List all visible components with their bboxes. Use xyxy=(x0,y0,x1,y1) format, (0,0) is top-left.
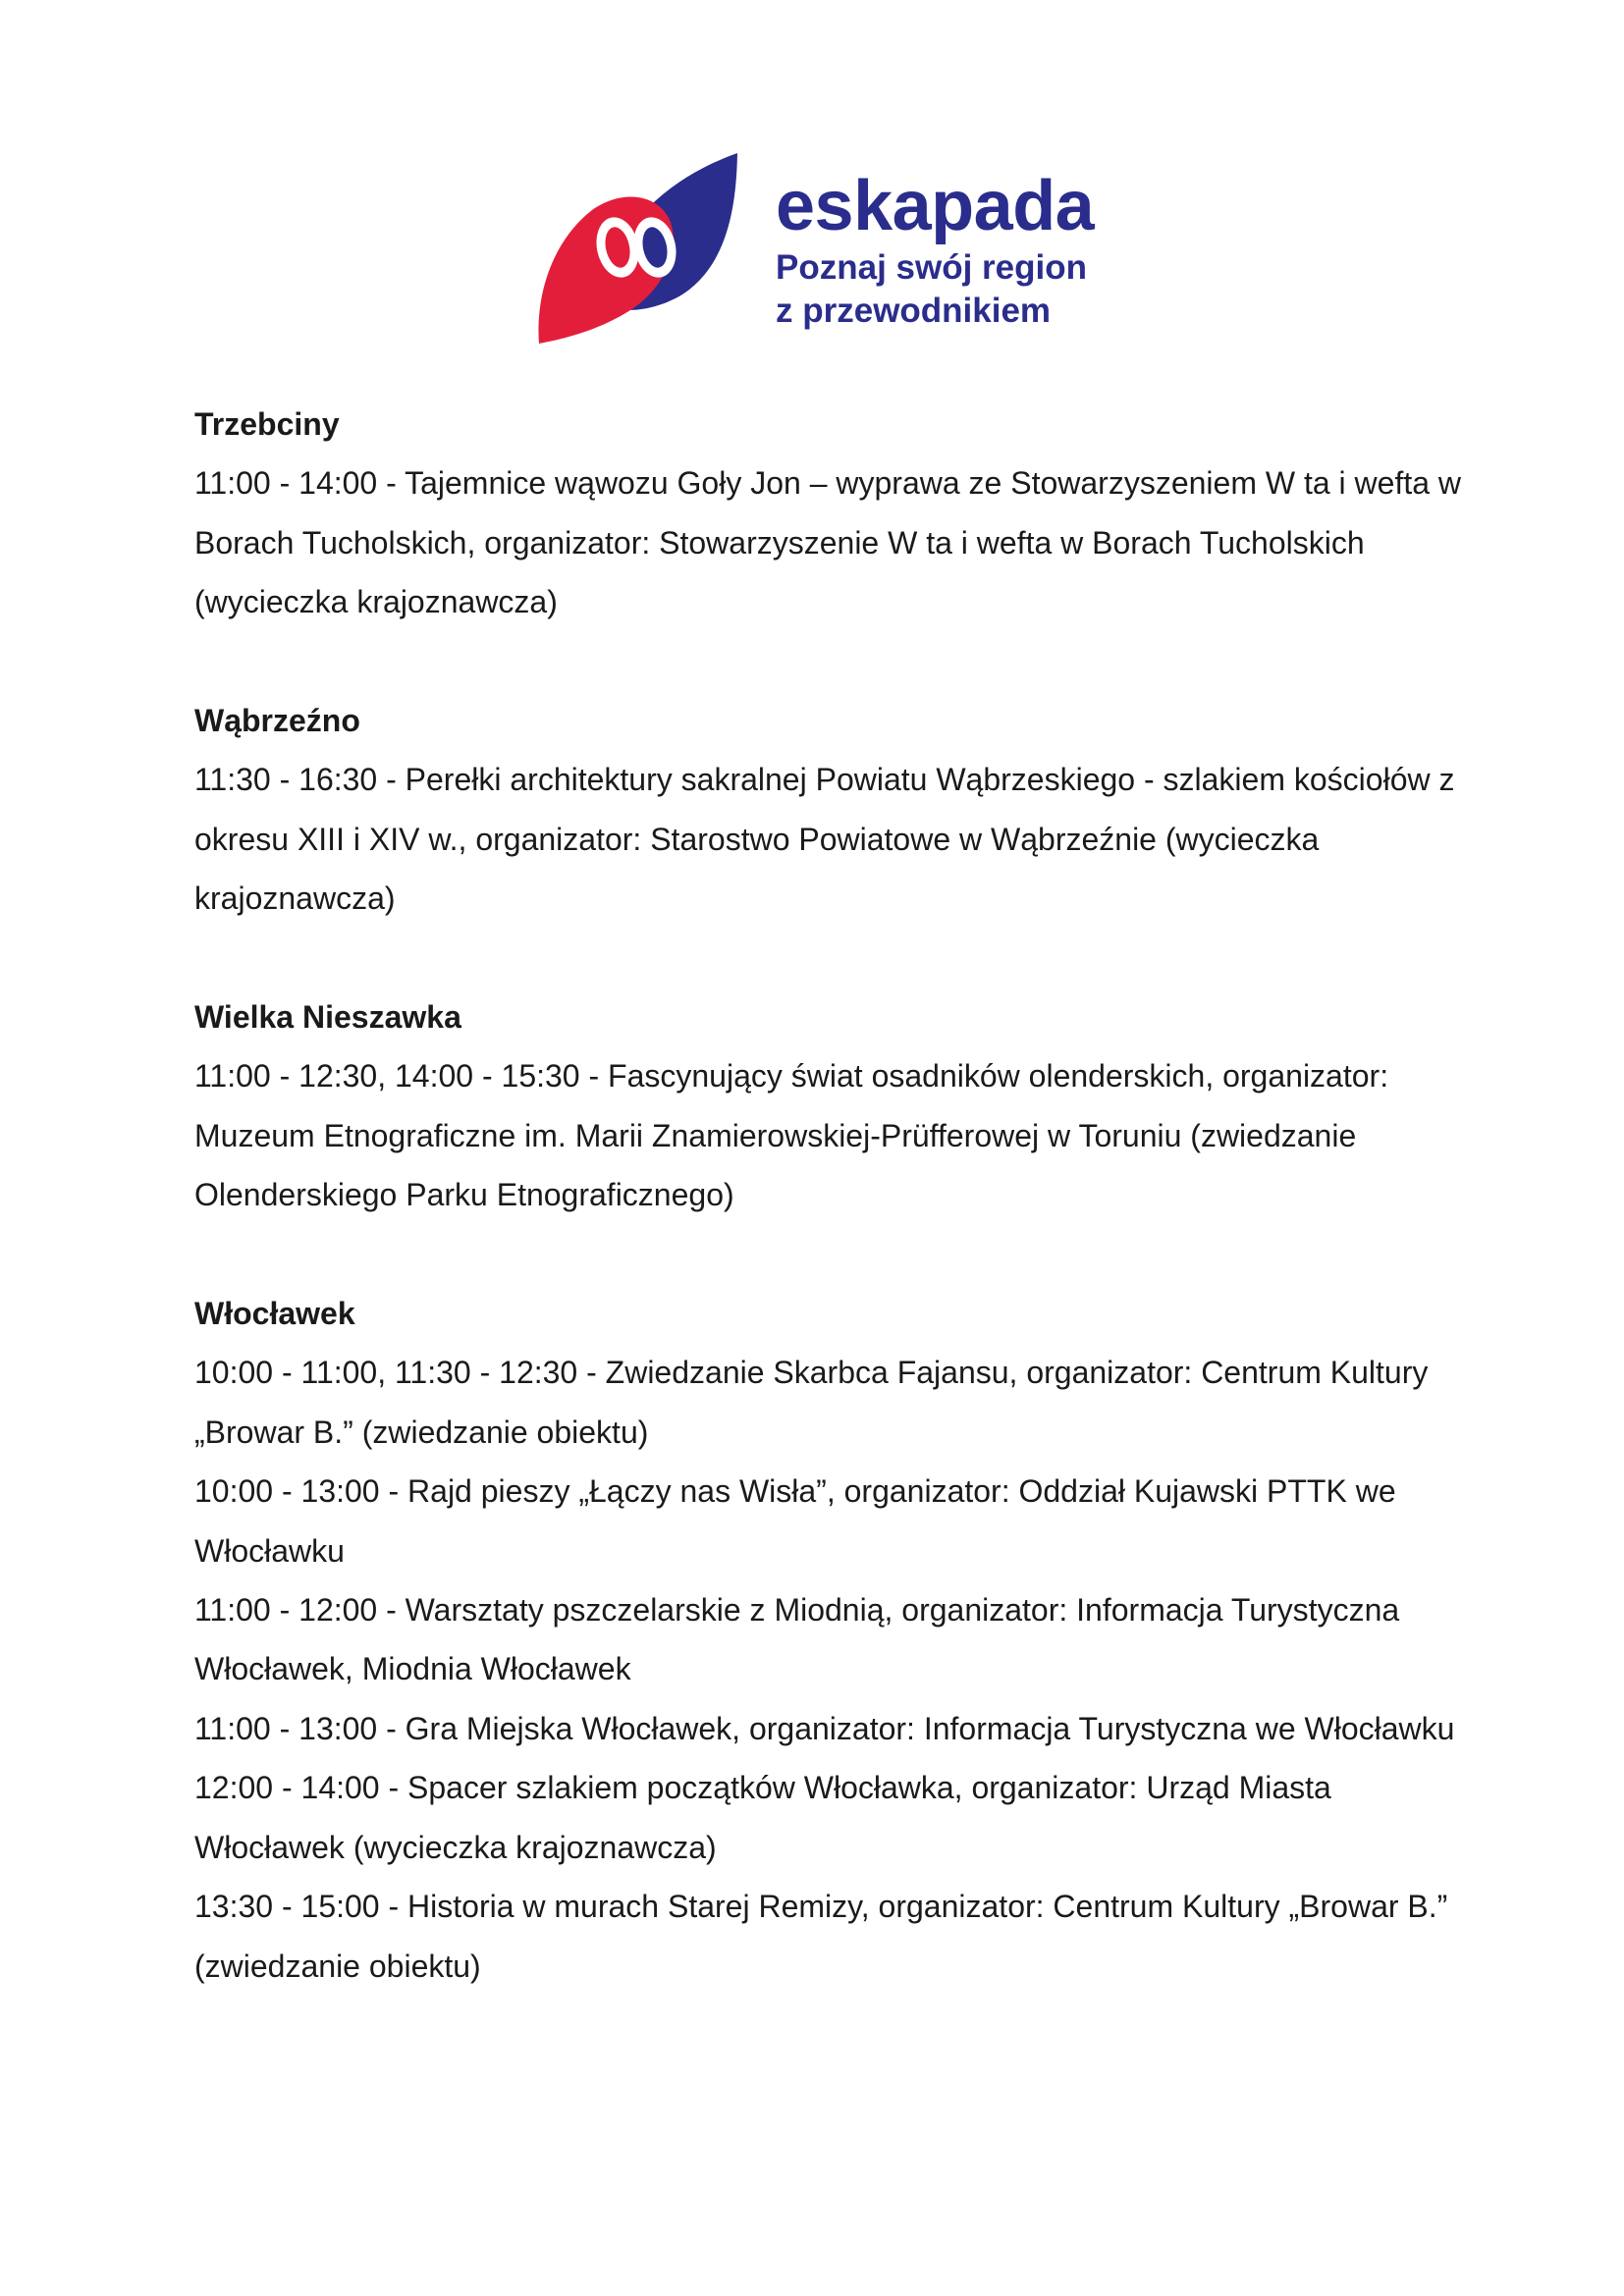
section-wloclawek xyxy=(194,1284,1471,1996)
event-entry: 11:30 - 16:30 - Perełki architektury sakralnej Powiatu Wąbrzeskiego - szlakiem kościołów z okresu XIII i XIV w., organizator: Starostwo Powiatowe w Wąbrzeźnie (wycieczka krajoznawcza) xyxy=(194,762,1455,917)
logo-brand-name: eskapada xyxy=(776,167,1095,245)
event-entry: 11:00 - 12:00 - Warsztaty pszczelarskie z Miodnią, organizator: Informacja Turystyczna Włocławek, Miodnia Włocławek xyxy=(194,1592,1400,1687)
section-title: Wielka Nieszawka xyxy=(194,999,461,1036)
event-entry: 11:00 - 13:00 - Gra Miejska Włocławek, organizator: Informacja Turystyczna we Włocławku xyxy=(194,1710,1455,1746)
section-title: Włocławek xyxy=(194,1296,355,1332)
event-entry: 11:00 - 12:30, 14:00 - 15:30 - Fascynujący świat osadników olenderskich, organizator: Muzeum Etnograficzne im. Marii Znamierowskiej-Prüfferowej w Toruniu (zwiedzanie Olenderskiego Parku Etnograficznego) xyxy=(194,1058,1389,1213)
event-entry: 12:00 - 14:00 - Spacer szlakiem początków Włocławka, organizator: Urząd Miasta Włocławek (wycieczka krajoznawcza) xyxy=(194,1770,1331,1865)
logo-tagline-line2: z przewodnikiem xyxy=(776,292,1052,330)
logo-text xyxy=(776,167,1094,332)
eskapada-logo xyxy=(535,147,1105,353)
eskapada-logo-icon xyxy=(535,147,761,353)
section-title: Trzebciny xyxy=(194,406,340,442)
event-entry: 10:00 - 13:00 - Rajd pieszy „Łączy nas Wisła”, organizator: Oddział Kujawski PTTK we Włocławku xyxy=(194,1473,1396,1569)
event-entry: 13:30 - 15:00 - Historia w murach Starej Remizy, organizator: Centrum Kultury „Browar B.” (zwiedzanie obiektu) xyxy=(194,1889,1448,1984)
logo-tagline-line1: Poznaj swój region xyxy=(776,248,1087,287)
event-entry: 10:00 - 11:00, 11:30 - 12:30 - Zwiedzanie Skarbca Fajansu, organizator: Centrum Kultury „Browar B.” (zwiedzanie obiektu) xyxy=(194,1355,1429,1450)
schedule-content xyxy=(194,395,1471,2055)
section-wielka-nieszawka xyxy=(194,988,1471,1225)
section-wabrzezno xyxy=(194,691,1471,929)
event-entry: 11:00 - 14:00 - Tajemnice wąwozu Goły Jon – wyprawa ze Stowarzyszeniem W ta i wefta w Borach Tucholskich, organizator: Stowarzyszenie W ta i wefta w Borach Tucholskich (wycieczka krajoznawcza) xyxy=(194,465,1462,620)
section-title: Wąbrzeźno xyxy=(194,703,360,739)
section-trzebciny xyxy=(194,395,1471,632)
